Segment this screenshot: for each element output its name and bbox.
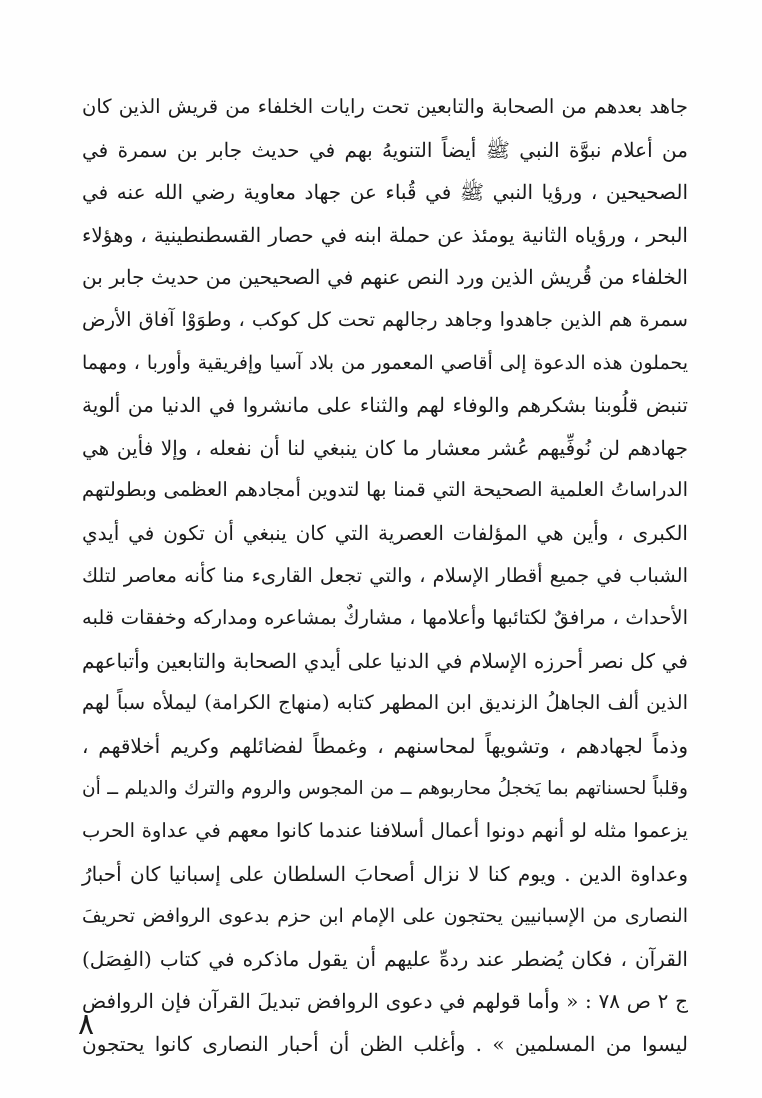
text-line: الأحداث ، مرافقٌ لكتائبها وأعلامها ، مشاركٌ بمشاعره ومداركه وخفقات قلبه [82,606,688,630]
text-line: تنبض قلُوبنا بشكرهم والوفاء لهم والثناء على مانشروا في الدنيا من ألوية [82,393,689,418]
text-line: القرآن ، فكان يُضطر عند ردهِّ عليهم أن يقول ماذكره في كتاب (الفِصَل) [82,946,688,971]
text-line: جاهد بعدهم من الصحابة والتابعين تحت رايات الخلفاء من قريش الذين كان [82,95,688,118]
text-line: الذين ألف الجاهلُ الزنديق ابن المطهر كتابه (منهاج الكرامة) ليملأه سباً لهم [82,691,688,715]
text-line: الشباب في جميع أقطار الإسلام ، والتي تجعل القارىء منا كأنه معاصر لتلك [82,563,688,587]
text-line: البحر ، ورؤياه الثانية يومئذ عن حملة ابنه في حصار القسطنطينية ، وهؤلاء [82,222,688,247]
text-line: يزعموا مثله لو أنهم دونوا أعمال أسلافنا عندما كانوا معهم في عداوة الحرب [82,819,688,843]
text-line: وعداوة الدين . ويوم كنا لا نزال أصحابَ السلطان على إسبانيا كان أحبارُ [82,861,688,886]
text-line: ليسوا من المسلمين » . وأغلب الظن أن أحبار النصارى كانوا يحتجون [82,1032,688,1057]
text-line: الخلفاء من قُريش الذين ورد النص عنهم في الصحيحين من حديث جابر بن [82,265,688,290]
text-line: وذماً لجهادهم ، وتشويهاً لمحاسنهم ، وغمطاً لفضائلهم وكريم أخلاقهم ، [82,733,688,758]
text-line: الدراساتُ العلمية الصحيحة التي قمنا بها لتدوين أمجادهم العظمى وبطولتهم [82,478,688,502]
text-line: وقلباً لحسناتهم بما يَخجلُ محاربوهم ــ من المجوس والروم والترك والديلم ــ أن [82,777,688,799]
page-number: ٨ [78,1007,95,1042]
text-line: يحملون هذه الدعوة إلى أقاصي المعمور من بلاد آسيا وإفريقية وأوربا ، ومهما [82,351,688,374]
body-text [82,86,688,1066]
text-line: جهادهم لن نُوفِّيهم عُشر معشار ما كان ينبغي لنا أن نفعله ، وإلا فأين هي [82,435,688,460]
text-line: سمرة هم الذين جاهدوا وجاهد رجالهم تحت كل كوكب ، وطوَوْا آفاق الأرض [82,307,688,331]
text-line: في كل نصر أحرزه الإسلام في الدنيا على أيدي الصحابة والتابعين وأتباعهم [82,648,688,673]
text-line: من أعلام نبوَّة النبي ﷺ أيضاً التنويهُ بهم في حديث جابر بن سمرة في [82,137,688,162]
text-line: ج ٢ ص ٧٨ : « وأما قولهم في دعوى الروافض تبديلَ القرآن فإن الروافض [82,989,688,1014]
text-line: الصحيحين ، ورؤيا النبي ﷺ في قُباء عن جهاد معاوية رضي الله عنه في [82,180,688,205]
text-line: النصارى من الإسبانيين يحتجون على الإمام ابن حزم بدعوى الروافض تحريفَ [82,905,688,928]
text-line: الكبرى ، وأين هي المؤلفات العصرية التي كان ينبغي أن تكون في أيدي [82,520,688,545]
